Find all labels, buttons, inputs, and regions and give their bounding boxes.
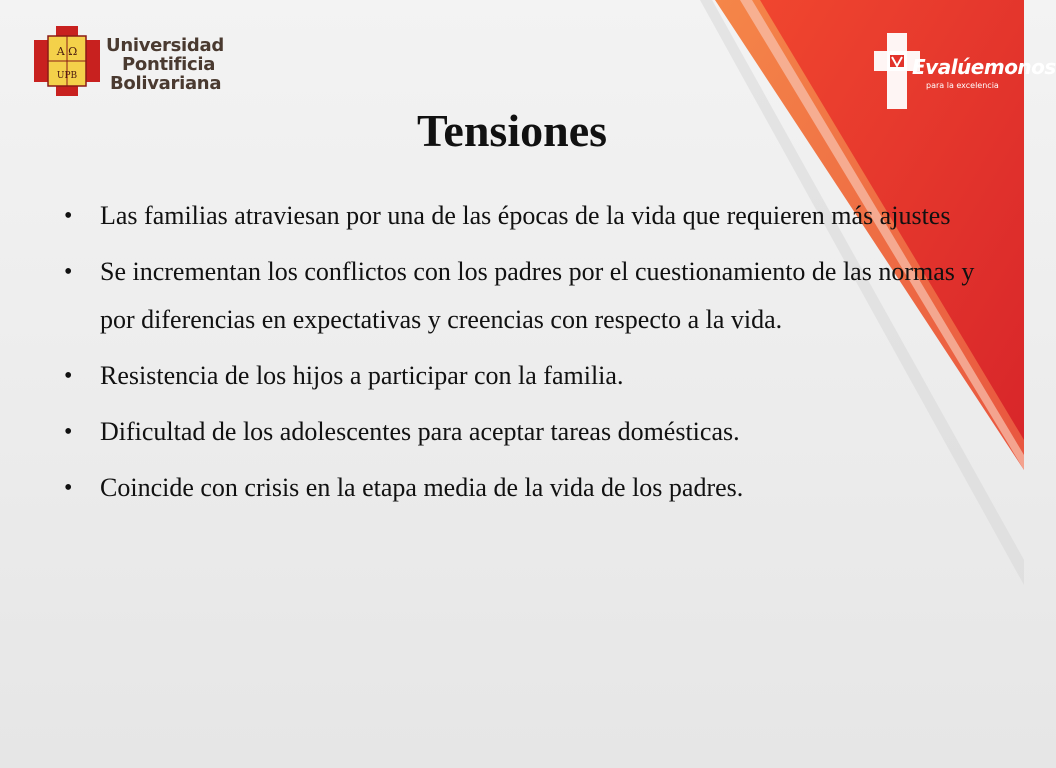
- bullet-item: [60, 352, 980, 400]
- slide-title: Tensiones: [416, 105, 608, 156]
- bullet-item: [60, 192, 980, 240]
- upb-crest-bottom-text: UPB: [56, 71, 78, 81]
- upb-crest-icon: [34, 26, 100, 96]
- bullet-dot-icon: •: [64, 203, 73, 229]
- bullet-item: [60, 464, 980, 512]
- evaluemonos-tagline: para la excelencia: [926, 81, 999, 90]
- evaluemonos-logo: [874, 33, 1056, 111]
- upb-name-line2: Pontificia: [122, 54, 216, 75]
- upb-name: [106, 36, 224, 93]
- bullet-text: Coincide con crisis en la etapa media de la vida de los padres.: [100, 473, 744, 502]
- bullet-dot-icon: •: [64, 363, 73, 389]
- bullet-item: [60, 248, 980, 344]
- bullet-text: Dificultad de los adolescentes para aceptar tareas domésticas.: [100, 417, 740, 446]
- upb-crest-top-text: A Ω: [56, 45, 78, 58]
- bullet-dot-icon: •: [64, 475, 73, 501]
- bullet-dot-icon: •: [64, 259, 73, 285]
- bullet-text: Se incrementan los conflictos con los padres por el cuestionamiento de las normas y por diferencias en expectativas y creencias con respecto a la vida.: [100, 257, 975, 334]
- upb-name-line3: Bolivariana: [110, 73, 222, 94]
- bullet-text: Resistencia de los hijos a participar con la familia.: [100, 361, 624, 390]
- upb-name-line1: Universidad: [106, 35, 224, 56]
- bullet-item: [60, 408, 980, 456]
- upb-logo: [34, 26, 234, 100]
- evaluemonos-word: Evalúemonos: [912, 55, 1056, 79]
- bullet-dot-icon: •: [64, 419, 73, 445]
- bullet-text: Las familias atraviesan por una de las épocas de la vida que requieren más ajustes: [100, 201, 951, 230]
- bullet-list: [60, 192, 980, 520]
